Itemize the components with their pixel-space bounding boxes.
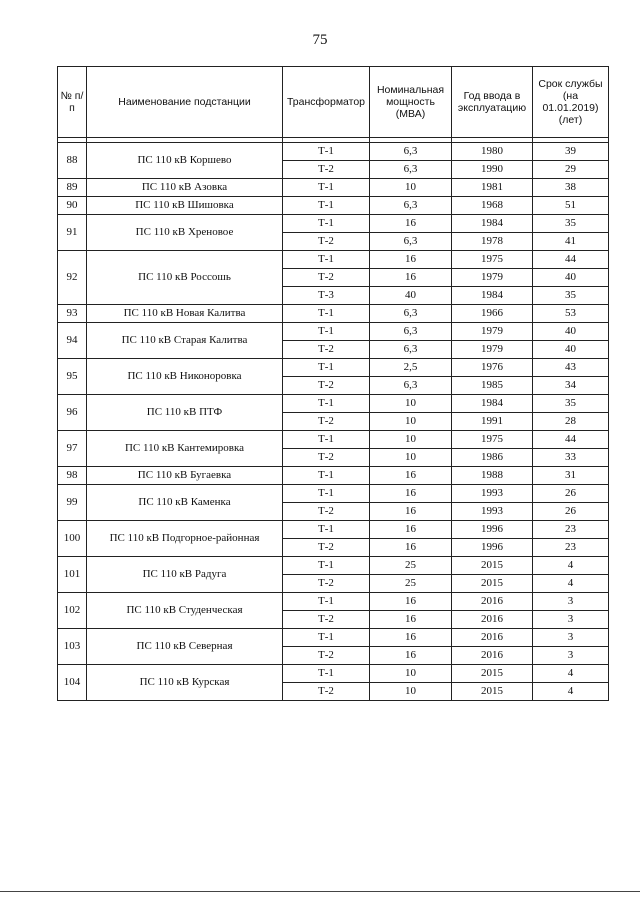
cell-substation-name: ПС 110 кВ Подгорное-районная (87, 521, 283, 557)
cell-commission-year: 2016 (452, 647, 533, 665)
cell-number: 99 (58, 485, 87, 521)
cell-number: 97 (58, 431, 87, 467)
cell-number: 88 (58, 143, 87, 179)
cell-rated-power: 16 (370, 611, 452, 629)
cell-commission-year: 1981 (452, 179, 533, 197)
table-row (58, 431, 609, 449)
table-row (58, 215, 609, 233)
cell-transformer: Т-1 (283, 251, 370, 269)
cell-transformer: Т-2 (283, 377, 370, 395)
cell-service-life: 40 (533, 323, 609, 341)
cell-rated-power: 16 (370, 215, 452, 233)
cell-transformer: Т-2 (283, 575, 370, 593)
cell-transformer: Т-2 (283, 341, 370, 359)
cell-rated-power: 2,5 (370, 359, 452, 377)
cell-substation-name: ПС 110 кВ Хреновое (87, 215, 283, 251)
cell-number: 104 (58, 665, 87, 701)
cell-commission-year: 2015 (452, 665, 533, 683)
cell-rated-power: 6,3 (370, 161, 452, 179)
cell-transformer: Т-1 (283, 521, 370, 539)
table-body (58, 143, 609, 701)
cell-transformer: Т-2 (283, 611, 370, 629)
cell-rated-power: 16 (370, 629, 452, 647)
cell-commission-year: 1979 (452, 323, 533, 341)
substation-transformer-table (57, 66, 609, 701)
cell-transformer: Т-1 (283, 467, 370, 485)
cell-number: 92 (58, 251, 87, 305)
cell-commission-year: 2016 (452, 611, 533, 629)
table-row (58, 359, 609, 377)
table-row (58, 485, 609, 503)
cell-rated-power: 10 (370, 431, 452, 449)
cell-rated-power: 6,3 (370, 143, 452, 161)
cell-service-life: 29 (533, 161, 609, 179)
cell-service-life: 28 (533, 413, 609, 431)
cell-substation-name: ПС 110 кВ Каменка (87, 485, 283, 521)
cell-transformer: Т-1 (283, 431, 370, 449)
cell-transformer: Т-2 (283, 683, 370, 701)
table-row (58, 179, 609, 197)
cell-service-life: 44 (533, 431, 609, 449)
table-header (58, 67, 609, 143)
cell-substation-name: ПС 110 кВ Курская (87, 665, 283, 701)
cell-transformer: Т-1 (283, 143, 370, 161)
cell-commission-year: 2016 (452, 593, 533, 611)
cell-transformer: Т-1 (283, 215, 370, 233)
table-row (58, 593, 609, 611)
cell-rated-power: 6,3 (370, 197, 452, 215)
header-rated-power: Номинальная мощность (МВА) (370, 67, 452, 138)
cell-service-life: 35 (533, 287, 609, 305)
page-number: 75 (312, 32, 328, 48)
cell-commission-year: 1996 (452, 521, 533, 539)
cell-service-life: 44 (533, 251, 609, 269)
cell-transformer: Т-2 (283, 413, 370, 431)
cell-rated-power: 16 (370, 647, 452, 665)
cell-commission-year: 1966 (452, 305, 533, 323)
cell-substation-name: ПС 110 кВ Старая Калитва (87, 323, 283, 359)
cell-transformer: Т-1 (283, 179, 370, 197)
cell-transformer: Т-1 (283, 557, 370, 575)
cell-transformer: Т-2 (283, 269, 370, 287)
cell-service-life: 35 (533, 215, 609, 233)
cell-commission-year: 1984 (452, 395, 533, 413)
cell-commission-year: 1979 (452, 269, 533, 287)
cell-rated-power: 16 (370, 251, 452, 269)
cell-commission-year: 1984 (452, 215, 533, 233)
cell-number: 100 (58, 521, 87, 557)
header-number: № п/п (58, 67, 87, 138)
cell-rated-power: 6,3 (370, 341, 452, 359)
cell-transformer: Т-1 (283, 323, 370, 341)
cell-transformer: Т-2 (283, 503, 370, 521)
cell-rated-power: 6,3 (370, 233, 452, 251)
cell-substation-name: ПС 110 кВ Студенческая (87, 593, 283, 629)
cell-rated-power: 6,3 (370, 305, 452, 323)
cell-commission-year: 1991 (452, 413, 533, 431)
table-row (58, 251, 609, 269)
cell-commission-year: 2015 (452, 557, 533, 575)
cell-substation-name: ПС 110 кВ Новая Калитва (87, 305, 283, 323)
cell-service-life: 26 (533, 485, 609, 503)
cell-number: 91 (58, 215, 87, 251)
cell-number: 89 (58, 179, 87, 197)
cell-commission-year: 1975 (452, 251, 533, 269)
cell-number: 102 (58, 593, 87, 629)
table-row (58, 323, 609, 341)
cell-rated-power: 10 (370, 683, 452, 701)
cell-rated-power: 10 (370, 665, 452, 683)
cell-substation-name: ПС 110 кВ Шишовка (87, 197, 283, 215)
table-row (58, 197, 609, 215)
cell-service-life: 38 (533, 179, 609, 197)
cell-transformer: Т-1 (283, 665, 370, 683)
cell-service-life: 3 (533, 647, 609, 665)
cell-substation-name: ПС 110 кВ ПТФ (87, 395, 283, 431)
cell-transformer: Т-1 (283, 629, 370, 647)
cell-service-life: 41 (533, 233, 609, 251)
cell-substation-name: ПС 110 кВ Бугаевка (87, 467, 283, 485)
cell-commission-year: 1975 (452, 431, 533, 449)
table-row (58, 395, 609, 413)
cell-substation-name: ПС 110 кВ Кантемировка (87, 431, 283, 467)
cell-rated-power: 16 (370, 467, 452, 485)
table-row (58, 557, 609, 575)
cell-commission-year: 1988 (452, 467, 533, 485)
cell-number: 93 (58, 305, 87, 323)
cell-service-life: 31 (533, 467, 609, 485)
cell-substation-name: ПС 110 кВ Азовка (87, 179, 283, 197)
cell-transformer: Т-2 (283, 233, 370, 251)
cell-commission-year: 1993 (452, 485, 533, 503)
cell-service-life: 4 (533, 557, 609, 575)
cell-rated-power: 16 (370, 521, 452, 539)
cell-commission-year: 1985 (452, 377, 533, 395)
cell-service-life: 40 (533, 341, 609, 359)
cell-service-life: 33 (533, 449, 609, 467)
header-transformer: Трансформатор (283, 67, 370, 138)
cell-service-life: 40 (533, 269, 609, 287)
cell-transformer: Т-2 (283, 161, 370, 179)
cell-service-life: 26 (533, 503, 609, 521)
cell-commission-year: 2015 (452, 575, 533, 593)
cell-rated-power: 40 (370, 287, 452, 305)
cell-commission-year: 1979 (452, 341, 533, 359)
cell-substation-name: ПС 110 кВ Северная (87, 629, 283, 665)
header-substation-name: Наименование подстанции (87, 67, 283, 138)
cell-number: 98 (58, 467, 87, 485)
cell-service-life: 3 (533, 611, 609, 629)
cell-rated-power: 16 (370, 269, 452, 287)
cell-service-life: 39 (533, 143, 609, 161)
cell-substation-name: ПС 110 кВ Коршево (87, 143, 283, 179)
cell-transformer: Т-2 (283, 539, 370, 557)
cell-service-life: 3 (533, 629, 609, 647)
cell-transformer: Т-1 (283, 305, 370, 323)
cell-commission-year: 2015 (452, 683, 533, 701)
cell-transformer: Т-3 (283, 287, 370, 305)
cell-substation-name: ПС 110 кВ Никоноровка (87, 359, 283, 395)
cell-service-life: 23 (533, 539, 609, 557)
cell-transformer: Т-1 (283, 485, 370, 503)
cell-service-life: 53 (533, 305, 609, 323)
cell-rated-power: 10 (370, 179, 452, 197)
cell-number: 94 (58, 323, 87, 359)
cell-substation-name: ПС 110 кВ Радуга (87, 557, 283, 593)
cell-number: 90 (58, 197, 87, 215)
cell-rated-power: 25 (370, 575, 452, 593)
cell-transformer: Т-1 (283, 359, 370, 377)
cell-rated-power: 25 (370, 557, 452, 575)
cell-transformer: Т-2 (283, 647, 370, 665)
header-service-life: Срок службы (на 01.01.2019) (лет) (533, 67, 609, 138)
cell-commission-year: 1990 (452, 161, 533, 179)
cell-rated-power: 16 (370, 539, 452, 557)
cell-transformer: Т-1 (283, 395, 370, 413)
cell-transformer: Т-1 (283, 197, 370, 215)
table-row (58, 143, 609, 161)
cell-commission-year: 1996 (452, 539, 533, 557)
cell-substation-name: ПС 110 кВ Россошь (87, 251, 283, 305)
cell-service-life: 4 (533, 575, 609, 593)
table-row (58, 305, 609, 323)
header-commission-year: Год ввода в эксплуатацию (452, 67, 533, 138)
table-row (58, 629, 609, 647)
cell-service-life: 23 (533, 521, 609, 539)
cell-service-life: 34 (533, 377, 609, 395)
cell-commission-year: 1968 (452, 197, 533, 215)
cell-number: 103 (58, 629, 87, 665)
table-row (58, 467, 609, 485)
cell-rated-power: 16 (370, 593, 452, 611)
cell-service-life: 43 (533, 359, 609, 377)
cell-transformer: Т-1 (283, 593, 370, 611)
cell-rated-power: 6,3 (370, 377, 452, 395)
table-row (58, 665, 609, 683)
cell-number: 96 (58, 395, 87, 431)
cell-service-life: 51 (533, 197, 609, 215)
cell-service-life: 4 (533, 683, 609, 701)
cell-rated-power: 10 (370, 449, 452, 467)
cell-commission-year: 2016 (452, 629, 533, 647)
cell-rated-power: 16 (370, 485, 452, 503)
cell-rated-power: 10 (370, 413, 452, 431)
table-row (58, 521, 609, 539)
cell-rated-power: 16 (370, 503, 452, 521)
cell-commission-year: 1980 (452, 143, 533, 161)
cell-commission-year: 1986 (452, 449, 533, 467)
cell-rated-power: 6,3 (370, 323, 452, 341)
cell-number: 95 (58, 359, 87, 395)
cell-commission-year: 1978 (452, 233, 533, 251)
cell-commission-year: 1984 (452, 287, 533, 305)
cell-service-life: 3 (533, 593, 609, 611)
cell-commission-year: 1976 (452, 359, 533, 377)
cell-rated-power: 10 (370, 395, 452, 413)
cell-service-life: 35 (533, 395, 609, 413)
cell-commission-year: 1993 (452, 503, 533, 521)
page-bottom-rule (0, 891, 640, 892)
cell-number: 101 (58, 557, 87, 593)
cell-transformer: Т-2 (283, 449, 370, 467)
cell-service-life: 4 (533, 665, 609, 683)
